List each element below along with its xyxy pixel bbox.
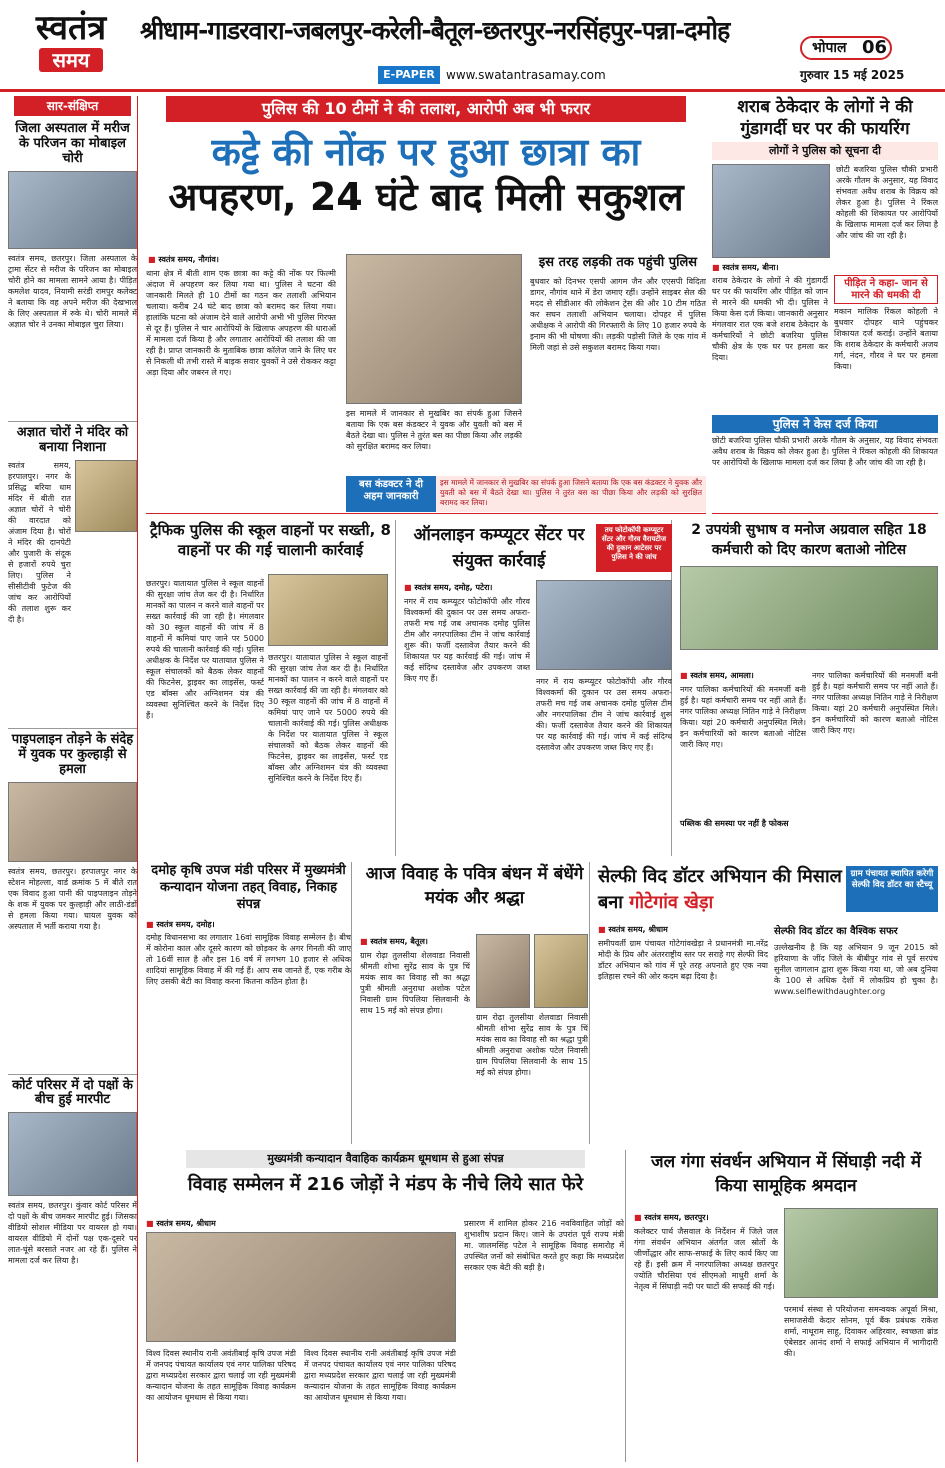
- notice-head[interactable]: 2 उपयंत्री सुभाष व मनोज अग्रवाल सहित 18 कर्मचारी को दिए कारण बताओ नोटिस: [691, 522, 927, 558]
- mandi-byline: ■ स्वतंत्र समय, दमोह।: [146, 919, 351, 930]
- notice-byline: ■ स्वतंत्र समय, आमला।: [680, 670, 806, 681]
- computer-centre-tag: तय फोटोकॉपी कम्प्यूटर सेंटर और गौरव वैरायटीज की दुकान आटेसर पर पुलिस ने की जांच: [596, 524, 672, 572]
- mass-wedding-strap: मुख्यमंत्री कन्यादान वैवाहिक कार्यक्रम धूमधाम से हुआ संपन्न: [186, 1150, 585, 1168]
- story-axe-attack-head[interactable]: पाइपलाइन तोड़ने के संदेह में युवक पर कुल्हाड़ी से हमला: [8, 728, 137, 778]
- mass-wedding-body: विश्व दिवस स्थानीय रानी अवंतीबाई कृषि उपज मंडी में जनपद पंचायत कार्यालय एवं नगर पालिका परिषद द्वारा मध्यप्रदेश सरकार द्वारा चलाई जा रही मुख्यमंत्री कन्यादान योजना के तहत सामूहिक विवाह कार्यक्रम का आयोजन धूमधाम से किया गया।: [146, 1349, 296, 1402]
- jal-ganga-story: [634, 1150, 938, 1462]
- left-column: [8, 96, 138, 1462]
- lead-photo-text: इस मामले में जानकार से मुखबिर का संपर्क हुआ जिसने बताया कि एक बस कंडक्टर ने युवक और युवती को बस में बैठते देखा था। पुलिस ने तुरंत बस का पीछा किया और लड़की को सुरक्षित बरामद कर लिया।: [346, 409, 522, 451]
- office-inspection-photo: [680, 566, 938, 650]
- jal-ganga-byline: ■ स्वतंत्र समय, छतरपुर।: [634, 1212, 774, 1223]
- summary-label: सार-संक्षिप्त: [14, 96, 131, 116]
- mass-wedding-story: [146, 1150, 626, 1462]
- mandi-marriage-story: [146, 862, 352, 1144]
- lead-body: थाना क्षेत्र में बीती शाम एक छात्रा का कट्टे की नोंक पर फिल्मी अंदाज में अपहरण कर लिया गया था। पुलिस ने घटना की जानकारी मिलते ही 10 टीमों का गठन कर तलाशी अभियान चलाया। करीब 24 घंटे बाद छात्रा को बरामद कर लिया गया। हालांकि घटना को अंजाम देने वाले आरोपी अभी भी पुलिस गिरफ्त से दूर हैं। पुलिस ने चार आरोपियों के खिलाफ अपहरण की धाराओं में मामला दर्ज किया है और लगातार आरोपियों की तलाश की जा रही है। प्राप्त जानकारी के मुताबिक छात्रा कॉलेज जाने के लिए घर से निकली थी तभी रास्ते में बाइक सवार युवकों ने उसे रोककर कट्टा अड़ा दिया और जबरन ले गए।: [146, 269, 336, 377]
- computer-centre-byline: ■ स्वतंत्र समय, दमोह, पटेरा।: [404, 582, 544, 593]
- story-temple-theft-body: स्वतंत्र समय, हरपालपुर। नगर के प्रसिद्ध बरिया धाम मंदिर में बीती रात अज्ञात चोरों ने चोरी की वारदात को अंजाम दिया है। चोरों ने मंदिर की दानपेटी और पुजारी के संदूक से हजारों रुपये चुरा लिए। पुलिस ने सीसीटीवी फुटेज की जांच कर आरोपियों की तलाश शुरू कर दी है।: [8, 460, 71, 624]
- bride-photo: [534, 934, 588, 1008]
- logo-bottom-text: समय: [39, 48, 103, 72]
- epaper-label[interactable]: E-PAPER: [378, 66, 440, 84]
- court-fight-photo: [8, 1112, 137, 1196]
- website-link[interactable]: www.swatantrasamay.com: [446, 68, 606, 82]
- mass-wedding-body-2: प्रसारण में शामिल होकर 216 नवविवाहित जोड़ों को शुभाशीष प्रदान किए। जाने के उपरांत पूर्व राज्य मंत्री मा. जालमसिंह पटेल ने सामूहिक विवाह समारोह में उपस्थित जनों को संबोधित करते हुए कहा कि मध्यप्रदेश सरकार एक बेटी की बड़ी है।: [464, 1219, 624, 1272]
- firing-photo-row: [712, 164, 938, 258]
- story-axe-attack-body: स्वतंत्र समय, छतरपुर। हरपालपुर नगर के स्टेशन मोहल्ला, वार्ड क्रमांक 5 में बीते रात एक विवाद हुआ पानी की पाइपलाइन तोड़ने के शक में युवक पर कुल्हाड़ी और लाठी-डंडों से हमला किया गया। घायल युवक को अस्पताल में भर्ती कराया गया है।: [8, 866, 137, 931]
- victim-quote-body: मकान मालिक रिंकल कोहली ने बुधवार दोपहर थाने पहुंचकर शिकायत दर्ज कराई। उन्होंने बताया कि शराब ठेकेदार के कर्मचारी अजय गर्ग, नंदन, गौरव ने घर पर हमला किया।: [834, 307, 938, 371]
- case-filed-body: छोटी बजरिया पुलिस चौकी प्रभारी अरके गौतम के अनुसार, यह विवाद संभवतः अवैध शराब के विक्रय को लेकर हुआ है। पुलिस ने रिंकल कोहली की शिकायत पर आरोपियों के खिलाफ मामला दर्ज कर लिया है और जांच की जा रही है।: [712, 436, 938, 467]
- lead-police-photo: [346, 254, 522, 404]
- story-temple-theft-head[interactable]: अज्ञात चोरों ने मंदिर को बनाया निशाना: [8, 421, 137, 456]
- firing-head[interactable]: शराब ठेकेदार के लोगों ने की गुंडागर्दी घर पर की फायरिंग: [737, 97, 913, 139]
- computer-centre-body: नगर में राय कम्प्यूटर फोटोकॉपी और गौरव विश्वकर्मा की दुकान पर उस समय अफरा-तफरी मच गई जब अचानक दमोह पुलिस टीम और नगरपालिका टीम ने जांच कार्रवाई शुरू की। फर्जी दस्तावेज तैयार करने की शिकायत पर यह कार्रवाई की गई। जांच में कई संदिग्ध दस्तावेज और उपकरण जब्त किए गए हैं।: [404, 597, 530, 683]
- masthead: [0, 0, 945, 92]
- lead-sub-body: बुधवार को दिनभर एसपी आगम जैन और एएसपी विदिता डागर, नौगांव थाने में डेरा जमाए रहीं। उन्होंने साइबर सेल की मदद से सीडीआर की लोकेशन ट्रेस की और 10 टीम गठित कर सघन तलाशी अभियान चलाया। दोपहर में पुलिस अधीक्षक ने आरोपी की गिरफ्तारी के लिए 10 हजार रुपये के इनाम की भी घोषणा की। लड़की पड़ोसी जिले के एक गांव में मिली जहां से उसे सकुशल बरामद किया गया।: [530, 277, 706, 352]
- computer-centre-story: [404, 520, 672, 856]
- firing-byline: ■ स्वतंत्र समय, बीना।: [712, 262, 938, 273]
- caption-head: बस कंडक्टर ने दी अहम जानकारी: [346, 476, 436, 512]
- firing-subhead: लोगों ने पुलिस को सूचना दी: [712, 142, 938, 160]
- mass-wedding-body-cont: विश्व दिवस स्थानीय रानी अवंतीबाई कृषि उपज मंडी में जनपद पंचायत कार्यालय एवं नगर पालिका परिषद द्वारा मध्यप्रदेश सरकार द्वारा चलाई जा रही मुख्यमंत्री कन्यादान योजना के तहत सामूहिक विवाह कार्यक्रम का आयोजन धूमधाम से किया गया।: [304, 1349, 456, 1402]
- wedding-head[interactable]: आज विवाह के पवित्र बंधन में बंधेंगे मयंक और श्रद्धा: [365, 864, 584, 908]
- page-number: 06: [862, 37, 888, 58]
- lead-headline-1[interactable]: कट्टे की नोंक पर हुआ छात्रा का: [211, 130, 641, 174]
- mass-wedding-byline: ■ स्वतंत्र समय, श्रीधाम: [146, 1218, 286, 1229]
- caption-body: इस मामले में जानकार से मुखबिर का संपर्क हुआ जिसने बताया कि एक बस कंडक्टर ने युवक और युवती को बस में बैठते देखा था। पुलिस ने तुरंत बस का पीछा किया और लड़की को सुरक्षित बरामद कर लिया।: [440, 478, 702, 507]
- jal-ganga-body: कलेक्टर पार्थ जैसवाल के निर्देशन में जिले जल गंगा संवर्धन अभियान अंतर्गत जल स्रोतों के जीर्णोद्धार और साफ-सफाई के लिए कार्य किए जा रहे हैं। इसी क्रम में नगरपालिका अध्यक्ष छतरपुर ज्योति चौरसिया एवं सीएमओ माधुरी शर्मा के नेतृत्व में सिंघाड़ी नदी पर घाटों की सफाई की गई।: [634, 1227, 778, 1291]
- computer-centre-head[interactable]: ऑनलाइन कम्प्यूटर सेंटर पर संयुक्त कार्रवाई: [413, 525, 585, 571]
- lead-story: [146, 96, 706, 514]
- selfie-story: [598, 862, 938, 1144]
- story-mobile-theft-head[interactable]: जिला अस्पताल में मरीज के परिजन का मोबाइल चोरी: [15, 121, 130, 166]
- case-filed-head: पुलिस ने केस दर्ज किया: [712, 415, 938, 433]
- selfie-side-body: उल्लेखनीय है कि यह अभियान 9 जून 2015 को हरियाणा के जींद जिले के बीबीपुर गांव से पूर्व सरपंच सुनील जागलान द्वारा शुरू किया गया था, जो अब दुनिया के 100 से अधिक देशों में लोकप्रिय हो चुका है। www.selfiewithdaughter.org: [774, 943, 938, 996]
- story-mobile-theft-body: स्वतंत्र समय, छतरपुर। जिला अस्पताल के ट्रामा सेंटर से मरीज के परिजन का मोबाइल चोरी होने का मामला सामने आया है। पीड़ित कमलेश यादव, नियामी सरंडी रामपुर कलेक्ट ने बताया कि वह अपने मरीज की देखभाल के लिए अस्पताल में रुके थे। चोरी मामले में अज्ञात चोर ने उनका मोबाइल चुरा लिया।: [8, 253, 137, 329]
- notice-focus-head: पब्लिक की समस्या पर नहीं है फोकस: [680, 819, 789, 828]
- selfie-head-part2: गोटेगांव खेड़ा: [629, 892, 714, 913]
- selfie-head[interactable]: [598, 864, 842, 916]
- selfie-byline: ■ स्वतंत्र समय, श्रीधाम: [598, 924, 768, 935]
- lead-strap: पुलिस की 10 टीमों ने की तलाश, आरोपी अब भी फरार: [166, 96, 686, 122]
- firing-body: शराब ठेकेदार के लोगों ने की गुंडागर्दी घर पर की फायरिंग और पीड़ित को जान से मारने की धमकी भी दी। पुलिस ने किया केस दर्ज किया। जानकारी अनुसार मंगलवार रात एक बजे शराब ठेकेदार के कर्मचारियों ने छोटी बजरिया पुलिस चौकी क्षेत्र के एक घर पर हमला कर दिया।: [712, 276, 828, 362]
- computer-centre-photo: [536, 580, 672, 670]
- hospital-photo: [8, 171, 137, 249]
- right-top-story: [712, 96, 938, 514]
- notice-story: [680, 520, 938, 856]
- selfie-head-part1: सेल्फी विद डॉटर अभियान की मिसाल बना: [598, 866, 842, 913]
- lead-caption-box: [346, 476, 706, 512]
- firing-body-intro: छोटी बजरिया पुलिस चौकी प्रभारी अरके गौतम के अनुसार, यह विवाद संभवतः अवैध शराब के विक्रय को लेकर हुआ है। पुलिस ने रिंकल कोहली की शिकायत पर आरोपियों के खिलाफ मामला दर्ज कर लिया है और जांच की जा रही है।: [836, 165, 938, 240]
- traffic-head[interactable]: ट्रैफिक पुलिस की स्कूल वाहनों पर सख्ती, 8 वाहनों पर की गई चालानी कार्रवाई: [150, 521, 391, 559]
- mass-wedding-photo: [146, 1232, 456, 1342]
- wedding-byline: ■ स्वतंत्र समय, बैतूल।: [360, 936, 470, 947]
- notice-body: नगर पालिका कर्मचारियों की मनमर्जी बनी हुई है। यहां कर्मचारी समय पर नहीं आते हैं। नगर पालिका अध्यक्ष नितिन गाड़े ने निरीक्षण किया। यहां 20 कर्मचारी अनुपस्थित मिले। इन कर्मचारियों को कारण बताओ नोटिस जारी किए गए।: [680, 685, 806, 749]
- injured-youth-photo: [8, 782, 137, 862]
- selfie-tag: ग्राम पंचायत स्थापित करेगी सेल्फी विद डॉटर का स्टैच्यू: [846, 866, 938, 912]
- lead-headline-2[interactable]: अपहरण, 24 घंटे बाद मिली सकुशल: [168, 175, 684, 219]
- selfie-side-head: सेल्फी विद डॉटर का वैश्विक सफर: [774, 926, 898, 937]
- selfie-body: समीपवर्ती ग्राम पंचायत गोटेगांवखेड़ा ने प्रधानमंत्री मा.नरेंद्र मोदी के प्रिय और अंतरराष्ट्रीय स्तर पर सराहे गए सेल्फी विद डॉटर अभियान को गांव में पूरे तरह अपनाते हुए एक नया इतिहास रचने की ओर कदम बढ़ा दिया है।: [598, 939, 768, 981]
- computer-centre-body-cont: नगर में राय कम्प्यूटर फोटोकॉपी और गौरव विश्वकर्मा की दुकान पर उस समय अफरा-तफरी मच गई जब अचानक दमोह पुलिस टीम और नगरपालिका टीम ने जांच कार्रवाई शुरू की। फर्जी दस्तावेज तैयार करने की शिकायत पर यह कार्रवाई की गई। जांच में कई संदिग्ध दस्तावेज और उपकरण जब्त किए गए हैं।: [536, 677, 672, 752]
- logo-top-text: स्वतंत्र: [35, 8, 107, 48]
- traffic-body: छतरपुर। यातायात पुलिस ने स्कूल वाहनों की सुरक्षा जांच तेज कर दी है। निर्धारित मानकों का पालन न करने वाले वाहनों पर सख्त कार्रवाई की जा रही है। मंगलवार को 30 स्कूल वाहनों की जांच में 8 वाहनों में कमियां पाए जाने पर 5000 रुपये की चालानी कार्रवाई की गई। पुलिस अधीक्षक के निर्देश पर यातायात पुलिस ने स्कूल संचालकों को बैठक लेकर वाहनों की फिटनेस, ड्राइवर का लाइसेंस, फर्स्ट एड बॉक्स और अग्निशमन यंत्र की व्यवस्था सुनिश्चित करने के निर्देश दिए हैं।: [146, 579, 264, 720]
- mass-wedding-head[interactable]: विवाह सम्मेलन में 216 जोड़ों ने मंडप के नीचे लिये सात फेरे: [187, 1174, 584, 1195]
- victim-quote-box: [834, 275, 938, 409]
- lead-byline: ■ स्वतंत्र समय, नौगांव।: [148, 254, 338, 265]
- police-station-photo: [712, 164, 830, 258]
- river-cleaning-photo: [784, 1208, 938, 1298]
- mandi-body: दमोह विधानसभा का लगातार 16वां सामूहिक विवाह सम्मेलन है। बीच में कोरोना काल और दूसरे कारण को छोड़कर के अगर गिनती की जाए तो 16वीं साल है और इस 16 वर्ष में लगभग 10 हजार से अधिक शादियां सामूहिक विवाह में की गई हैं। आप सब जानते हैं, एक गरीब के लिए उसकी बेटी का विवाह करना कितना कठिन होता है।: [146, 933, 351, 986]
- wedding-body: ग्राम रोढ़ा तुलसीया शेलवाडा निवासी श्रीमती शोभा सुरेंद्र साव के पुत्र चिं मयंक साव का विवाह सौ का श्रद्धा पुत्री श्रीमती अनुराधा अशोक पटेल निवासी ग्राम पिपलिया सिलवानी के साथ 15 मई को संपन्न होगा।: [360, 951, 470, 1015]
- wedding-story: [360, 862, 590, 1144]
- lead-sub-head[interactable]: इस तरह लड़की तक पहुंची पुलिस: [538, 255, 698, 270]
- issue-date: गुरुवार 15 मई 2025: [800, 68, 905, 82]
- wedding-body-cont: ग्राम रोढ़ा तुलसीया शेलवाडा निवासी श्रीमती शोभा सुरेंद्र साव के पुत्र चिं मयंक साव का विवाह सौ का श्रद्धा पुत्री श्रीमती अनुराधा अशोक पटेल निवासी ग्राम पिपलिया सिलवानी के साथ 15 मई को संपन्न होगा।: [476, 1013, 588, 1077]
- story-court-fight-body: स्वतंत्र समय, छतरपुर। कुंवार कोर्ट परिसर में दो पक्षों के बीच जमकर मारपीट हुई। जिसका वीडियो सोशल मीडिया पर वायरल हो गया। वायरल वीडियो में दोनों पक्ष एक-दूसरे पर लात-घूंसे बरसाते नजर आ रहे हैं। पुलिस ने मामला दर्ज कर लिया है।: [8, 1201, 137, 1266]
- story-court-fight-head[interactable]: कोर्ट परिसर में दो पक्षों के बीच हुई मारपीट: [8, 1074, 137, 1109]
- mandi-head[interactable]: दमोह कृषि उपज मंडी परिसर में मुख्यमंत्री कन्यादान योजना तहत् विवाह, निकाह संपन्न: [151, 863, 346, 912]
- victim-quote-head: पीड़ित ने कहा- जान से मारने की धमकी दी: [834, 275, 938, 304]
- edition-badge: भोपाल: [800, 36, 892, 60]
- jal-ganga-body-2: परमार्थ संस्था से परियोजना समन्वयक अपूर्वा मिश्रा, समाजसेवी केदार सोनम, पूर्व बैंक प्रबंधक राकेश शर्मा, नाथूराम साहू, दिवाकर अहिरवार, स्वच्छता ब्रांड एंबेसडर आनंद शर्मा ने सफाई अभियान में भागीदारी की।: [784, 1305, 938, 1358]
- newspaper-logo[interactable]: [12, 8, 130, 86]
- city-list: श्रीधाम-गाडरवारा-जबलपुर-करेली-बैतूल-छतरपुर-नरसिंहपुर-पन्ना-दमोह: [140, 16, 730, 45]
- jal-ganga-head[interactable]: जल गंगा संवर्धन अभियान में सिंघाड़ी नदी में किया सामूहिक श्रमदान: [650, 1152, 922, 1196]
- traffic-body-cont: छतरपुर। यातायात पुलिस ने स्कूल वाहनों की सुरक्षा जांच तेज कर दी है। निर्धारित मानकों का पालन न करने वाले वाहनों पर सख्त कार्रवाई की जा रही है। मंगलवार को 30 स्कूल वाहनों की जांच में 8 वाहनों में कमियां पाए जाने पर 5000 रुपये की चालानी कार्रवाई की गई। पुलिस अधीक्षक के निर्देश पर यातायात पुलिस ने स्कूल संचालकों को बैठक लेकर वाहनों की फिटनेस, ड्राइवर का लाइसेंस, फर्स्ट एड बॉक्स और अग्निशमन यंत्र की व्यवस्था सुनिश्चित करने के निर्देश दिए हैं।: [268, 653, 388, 783]
- temple-photo: [75, 460, 137, 532]
- school-bus-photo: [268, 574, 388, 646]
- firing-body-row: [712, 273, 938, 411]
- groom-photo: [476, 934, 530, 1008]
- traffic-story: [146, 520, 396, 856]
- notice-body-cont: नगर पालिका कर्मचारियों की मनमर्जी बनी हुई है। यहां कर्मचारी समय पर नहीं आते हैं। नगर पालिका अध्यक्ष नितिन गाड़े ने निरीक्षण किया। यहां 20 कर्मचारी अनुपस्थित मिले। इन कर्मचारियों को कारण बताओ नोटिस जारी किए गए।: [812, 671, 938, 735]
